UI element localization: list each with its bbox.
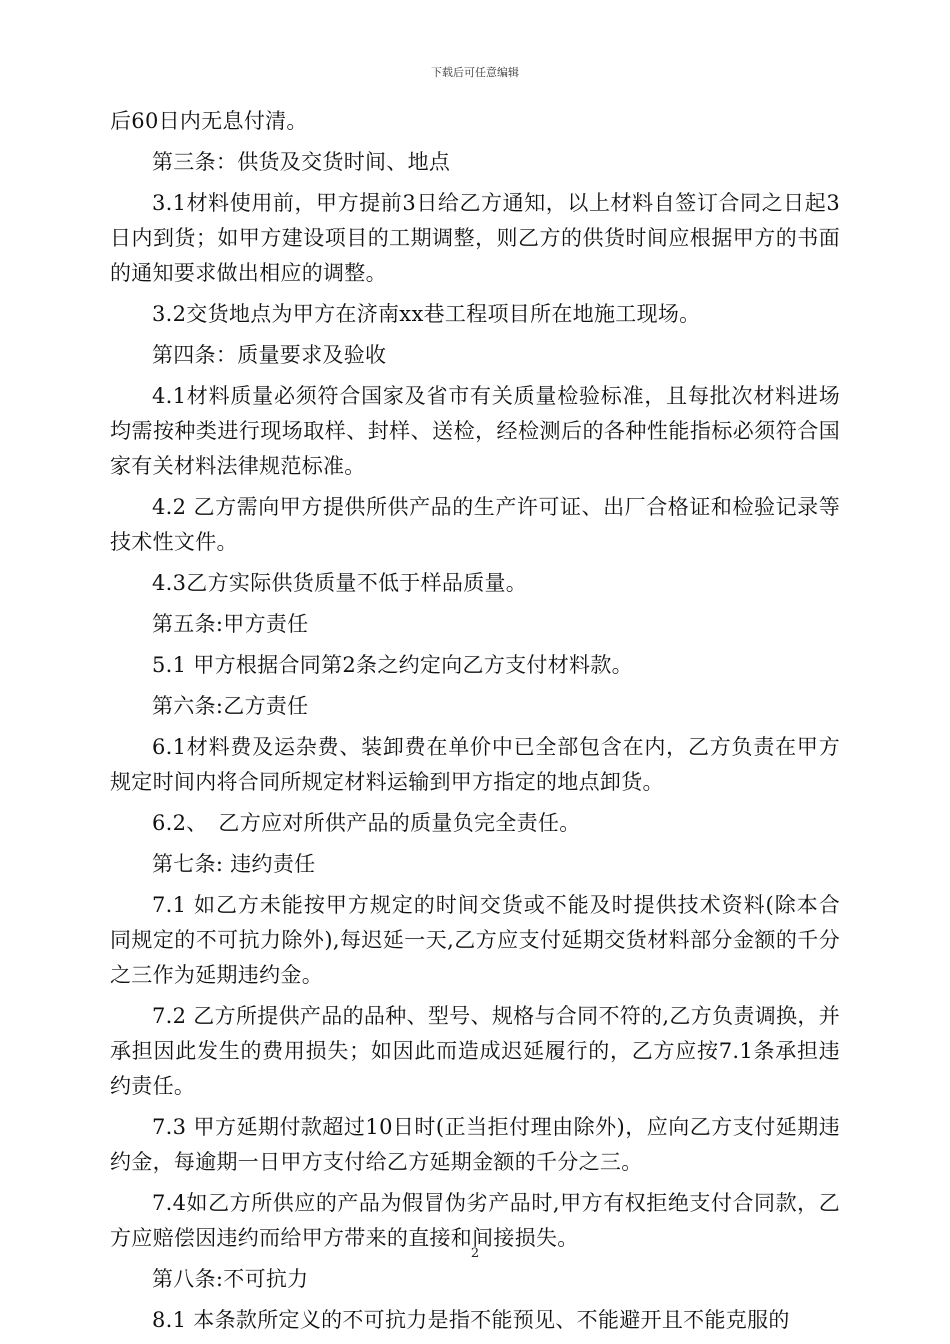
clause-6-1: 6.1材料费及运杂费、装卸费在单价中已全部包含在内，乙方负责在甲方规定时间内将合同所规定材料运输到甲方指定的地点卸货。 bbox=[110, 735, 840, 794]
clause-7-3: 7.3 甲方延期付款超过10日时(正当拒付理由除外)，应向乙方支付延期违约金，每逾期一日甲方支付给乙方延期金额的千分之三。 bbox=[110, 1115, 840, 1174]
clause-8-1: 8.1 本条款所定义的不可抗力是指不能预见、不能避开且不能克服的 bbox=[152, 1308, 790, 1332]
document-body bbox=[110, 104, 840, 1344]
clause-3-1: 3.1材料使用前，甲方提前3日给乙方通知，以上材料自签订合同之日起3日内到货；如甲方建设项目的工期调整，则乙方的供货时间应根据甲方的书面的通知要求做出相应的调整。 bbox=[110, 191, 840, 285]
section-heading-article-4: 第四条：质量要求及验收 bbox=[152, 343, 387, 367]
clause-7-1: 7.1 如乙方未能按甲方规定的时间交货或不能及时提供技术资料(除本合同规定的不可抗力除外),每迟延一天,乙方应支付延期交货材料部分金额的千分之三作为延期违约金。 bbox=[110, 893, 840, 987]
clause-3-2: 3.2交货地点为甲方在济南xx巷工程项目所在地施工现场。 bbox=[152, 302, 701, 326]
clause-7-2: 7.2 乙方所提供产品的品种、型号、规格与合同不符的,乙方负责调换，并承担因此发生的费用损失；如因此而造成迟延履行的，乙方应按7.1条承担违约责任。 bbox=[110, 1004, 840, 1098]
page-header-note: 下载后可任意编辑 bbox=[431, 66, 519, 79]
clause-4-3: 4.3乙方实际供货质量不低于样品质量。 bbox=[152, 571, 528, 595]
section-heading-article-3: 第三条：供货及交货时间、地点 bbox=[152, 150, 451, 174]
section-heading-article-8: 第八条:不可抗力 bbox=[152, 1267, 309, 1291]
clause-4-1: 4.1材料质量必须符合国家及省市有关质量检验标准，且每批次材料进场均需按种类进行现场取样、封样、送检，经检测后的各种性能指标必须符合国家有关材料法律规范标准。 bbox=[110, 384, 840, 478]
page-number: 2 bbox=[470, 1246, 480, 1261]
clause-5-1: 5.1 甲方根据合同第2条之约定向乙方支付材料款。 bbox=[152, 653, 633, 677]
clause-7-4: 7.4如乙方所供应的产品为假冒伪劣产品时,甲方有权拒绝支付合同款，乙方应赔偿因违约而给甲方带来的直接和间接损失。 bbox=[110, 1191, 840, 1250]
paragraph-continuation: 后60日内无息付清。 bbox=[110, 109, 308, 133]
section-heading-article-7: 第七条: 违约责任 bbox=[152, 852, 316, 876]
clause-6-2: 6.2、 乙方应对所供产品的质量负完全责任。 bbox=[152, 811, 581, 835]
clause-4-2: 4.2 乙方需向甲方提供所供产品的生产许可证、出厂合格证和检验记录等技术性文件。 bbox=[110, 495, 840, 554]
section-heading-article-5: 第五条:甲方责任 bbox=[152, 612, 309, 636]
section-heading-article-6: 第六条:乙方责任 bbox=[152, 694, 309, 718]
